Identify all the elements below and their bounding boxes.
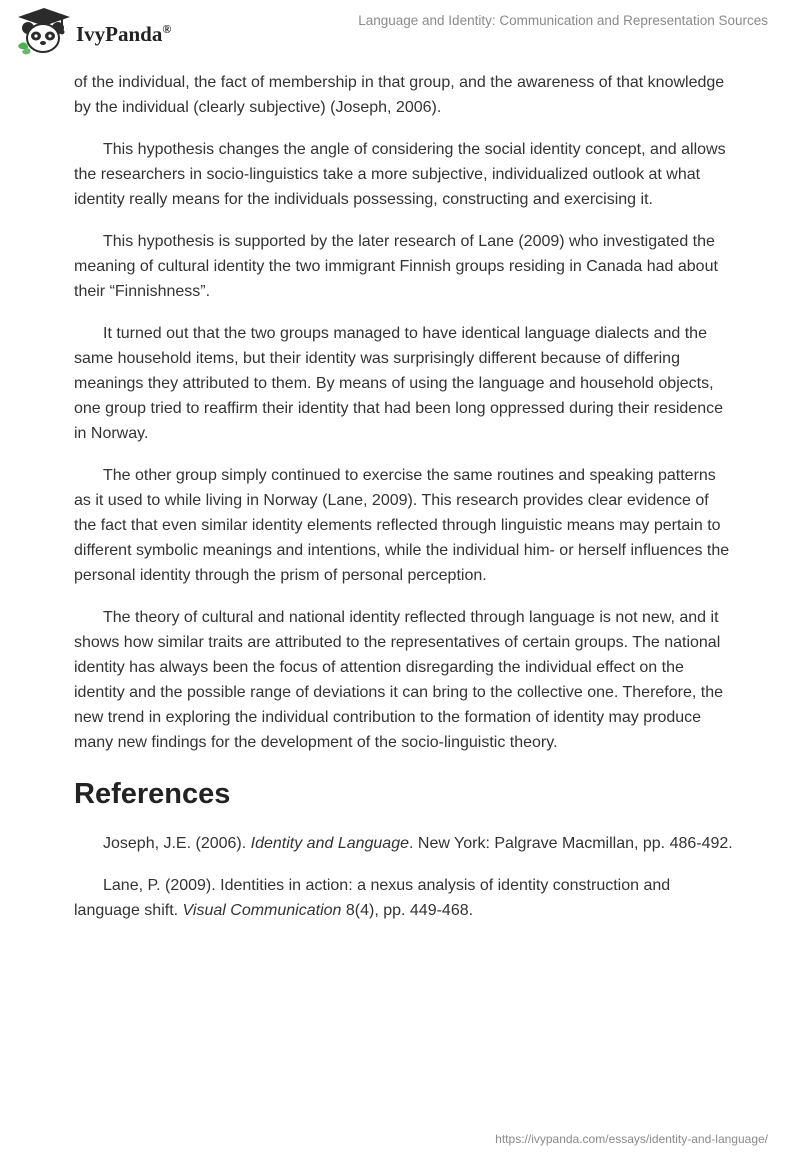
reference-text: Lane, P. (2009). Identities in action: a nexus analysis of identity construction and language shift. (74, 877, 671, 919)
paragraph: The other group simply continued to exercise the same routines and speaking patterns as it used to while living in Norway (Lane, 2009). This research provides clear evidence of the fact that even similar identity elements reflected through linguistic means may pertain to different symbolic meanings and intentions, while the individual him- or herself influences the personal identity through the prism of personal perception. (74, 467, 730, 584)
paragraph: This hypothesis is supported by the later research of Lane (2009) who investigated the meaning of cultural identity the two immigrant Finnish groups residing in Canada had about their “Finnishness”. (74, 233, 718, 300)
reference-title: Identity and Language (250, 835, 409, 852)
logo-wordmark: IvyPanda (76, 21, 163, 46)
reference-text: Joseph, J.E. (2006). (103, 835, 251, 852)
essay-content (74, 70, 734, 940)
document-title: Language and Identity: Communication and Representation Sources (358, 13, 768, 28)
paragraph: It turned out that the two groups managed to have identical language dialects and the same household items, but their identity was surprisingly different because of differing meanings they attributed to them. By means of using the language and household objects, one group tried to reaffirm their identity that had been long oppressed during their residence in Norway. (74, 325, 723, 442)
source-url[interactable]: https://ivypanda.com/essays/identity-and-language/ (495, 1132, 768, 1146)
paragraph: The theory of cultural and national identity reflected through language is not new, and it shows how similar traits are attributed to the representatives of certain groups. The national identity has always been the focus of attention disregarding the individual effect on the identity and the possible range of deviations it can bring to the collective one. Therefore, the new trend in exploring the individual contribution to the formation of identity may produce many new findings for the development of the socio-linguistic theory. (74, 609, 723, 751)
reference-title: Visual Communication (182, 902, 342, 919)
page-header (0, 0, 800, 62)
registered-mark: ® (162, 21, 172, 36)
paragraph: This hypothesis changes the angle of considering the social identity concept, and allows the researchers in socio-linguistics take a more subjective, individualized outlook at what identity really means for the individuals possessing, constructing and exercising it. (74, 141, 726, 208)
references-heading: References (74, 778, 231, 810)
panda-logo-icon (14, 6, 74, 56)
reference-entry (74, 873, 734, 923)
reference-entry (74, 831, 734, 856)
reference-text: . New York: Palgrave Macmillan, pp. 486-492. (409, 835, 733, 852)
paragraph-continued: of the individual, the fact of membership in that group, and the awareness of that knowledge by the individual (clearly subjective) (Joseph, 2006). (74, 74, 725, 116)
ivypanda-logo[interactable] (14, 6, 171, 56)
reference-text: 8(4), pp. 449-468. (341, 902, 474, 919)
